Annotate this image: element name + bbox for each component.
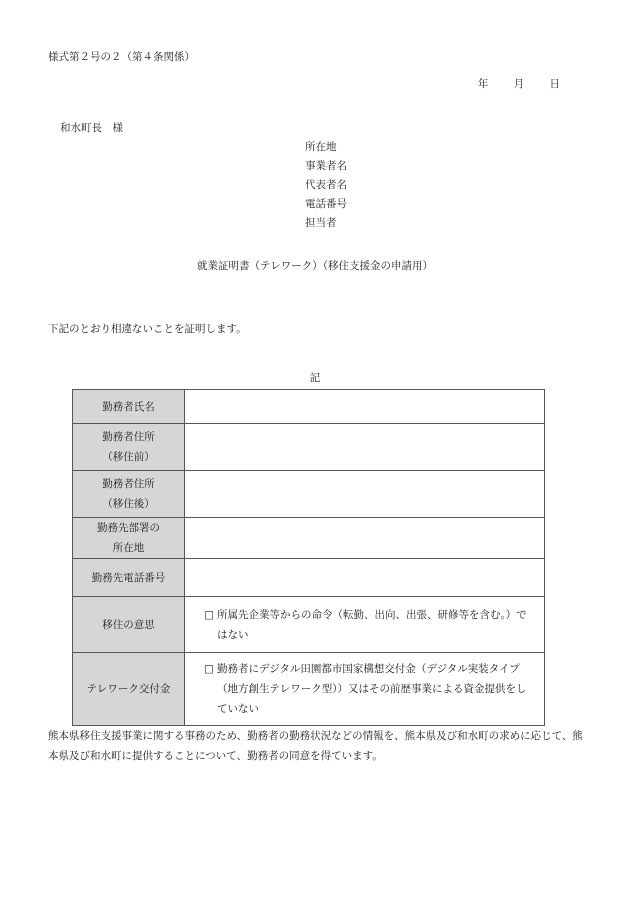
date-year: 年 xyxy=(477,78,489,90)
footer-note: 熊本県移住支援事業に関する事務のため、勤務者の勤務状況などの情報を、熊本県及び和水町の求めに応じて、熊本県及び和水町に提供することについて、勤務者の同意を得ています。 xyxy=(48,730,583,762)
workplace-phone-field[interactable] xyxy=(185,559,545,597)
label-line: （移住前） xyxy=(102,451,155,463)
form-number: 様式第２号の２（第４条関係） xyxy=(48,51,195,63)
table-row xyxy=(73,471,545,518)
row-label xyxy=(73,390,185,424)
workplace-location-field[interactable] xyxy=(185,518,545,559)
worker-name-field[interactable] xyxy=(185,390,545,424)
table-row xyxy=(73,424,545,471)
document-title: 就業証明書（テレワーク）（移住支援金の申請用） xyxy=(196,260,434,272)
telework-cell xyxy=(185,653,545,726)
intro-text: 下記のとおり相違ないことを証明します。 xyxy=(48,323,247,335)
sender-phone-label: 電話番号 xyxy=(305,198,347,210)
sender-contact-label: 担当者 xyxy=(305,217,337,229)
table-row xyxy=(73,559,545,597)
date-line xyxy=(456,76,560,91)
address-after-field[interactable] xyxy=(185,471,545,518)
row-label: テレワーク交付金 xyxy=(73,653,185,726)
intent-text: 所属先企業等からの命令（転勤、出向、出張、研修等を含む。）ではない xyxy=(217,608,527,641)
label-line: 勤務者氏名 xyxy=(102,400,155,413)
row-label xyxy=(73,559,185,597)
certificate-table xyxy=(72,389,545,726)
sender-representative-label: 代表者名 xyxy=(305,179,347,191)
label-line: 勤務者住所 xyxy=(102,478,155,490)
label-line: 勤務先電話番号 xyxy=(91,571,166,584)
date-day: 日 xyxy=(549,78,560,90)
label-line: 所在地 xyxy=(112,542,145,554)
intent-checkbox[interactable]: □ xyxy=(204,608,214,621)
table-row xyxy=(73,518,545,559)
row-label: 移住の意思 xyxy=(73,597,185,653)
table-row xyxy=(73,653,545,726)
sender-company-label: 事業者名 xyxy=(305,160,347,172)
table-row xyxy=(73,390,545,424)
label-line: 勤務者住所 xyxy=(102,431,155,443)
row-label xyxy=(73,424,185,471)
address-before-field[interactable] xyxy=(185,424,545,471)
label-line: （移住後） xyxy=(102,498,155,510)
sender-address-label: 所在地 xyxy=(305,141,337,153)
telework-text: 勤務者にデジタル田園都市国家構想交付金（デジタル実装タイプ（地方創生テレワーク型））又はその前歴事業による資金提供をしていない xyxy=(217,663,527,715)
row-label xyxy=(73,518,185,559)
intent-cell xyxy=(185,597,545,653)
table-row xyxy=(73,597,545,653)
label-line: 勤務先部署の xyxy=(97,522,160,534)
addressee: 和水町長 様 xyxy=(60,122,123,134)
telework-checkbox[interactable]: □ xyxy=(204,663,214,675)
sender-block xyxy=(305,138,347,233)
date-month: 月 xyxy=(513,78,525,90)
ki-heading: 記 xyxy=(309,372,321,384)
row-label xyxy=(73,471,185,518)
